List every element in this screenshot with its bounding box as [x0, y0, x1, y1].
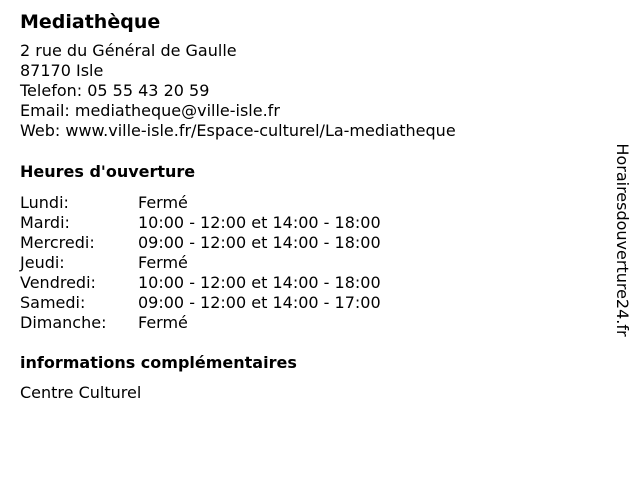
- time-range: 10:00 - 12:00 et 14:00 - 18:00: [138, 273, 381, 292]
- site-watermark: Horairesdouverture24.fr: [613, 143, 632, 337]
- time-range: 09:00 - 12:00 et 14:00 - 18:00: [138, 233, 381, 252]
- opening-hours-heading: Heures d'ouverture: [20, 162, 196, 181]
- day-label: Samedi:: [20, 293, 86, 312]
- hours-row-wednesday: [20, 233, 610, 253]
- time-range: Fermé: [138, 253, 188, 272]
- hours-row-monday: [20, 193, 610, 213]
- time-range: Fermé: [138, 313, 188, 332]
- hours-row-saturday: [20, 293, 610, 313]
- hours-row-thursday: [20, 253, 610, 273]
- additional-info-text: Centre Culturel: [20, 383, 142, 402]
- website-address: Web: www.ville-isle.fr/Espace-culturel/La-mediatheque: [20, 121, 456, 140]
- time-range: 09:00 - 12:00 et 14:00 - 17:00: [138, 293, 381, 312]
- day-label: Vendredi:: [20, 273, 96, 292]
- day-label: Lundi:: [20, 193, 69, 212]
- day-label: Mercredi:: [20, 233, 95, 252]
- hours-row-friday: [20, 273, 610, 293]
- time-range: 10:00 - 12:00 et 14:00 - 18:00: [138, 213, 381, 232]
- day-label: Mardi:: [20, 213, 70, 232]
- place-title: Mediathèque: [20, 11, 161, 33]
- additional-info-heading: informations complémentaires: [20, 353, 297, 372]
- time-range: Fermé: [138, 193, 188, 212]
- phone-number: Telefon: 05 55 43 20 59: [20, 81, 210, 100]
- hours-row-tuesday: [20, 213, 610, 233]
- listing-card: [20, 10, 610, 403]
- address-city: 87170 Isle: [20, 61, 104, 80]
- day-label: Dimanche:: [20, 313, 107, 332]
- hours-row-sunday: [20, 313, 610, 333]
- opening-hours-list: [20, 193, 610, 333]
- email-address: Email: mediatheque@ville-isle.fr: [20, 101, 280, 120]
- day-label: Jeudi:: [20, 253, 65, 272]
- address-street: 2 rue du Général de Gaulle: [20, 41, 237, 60]
